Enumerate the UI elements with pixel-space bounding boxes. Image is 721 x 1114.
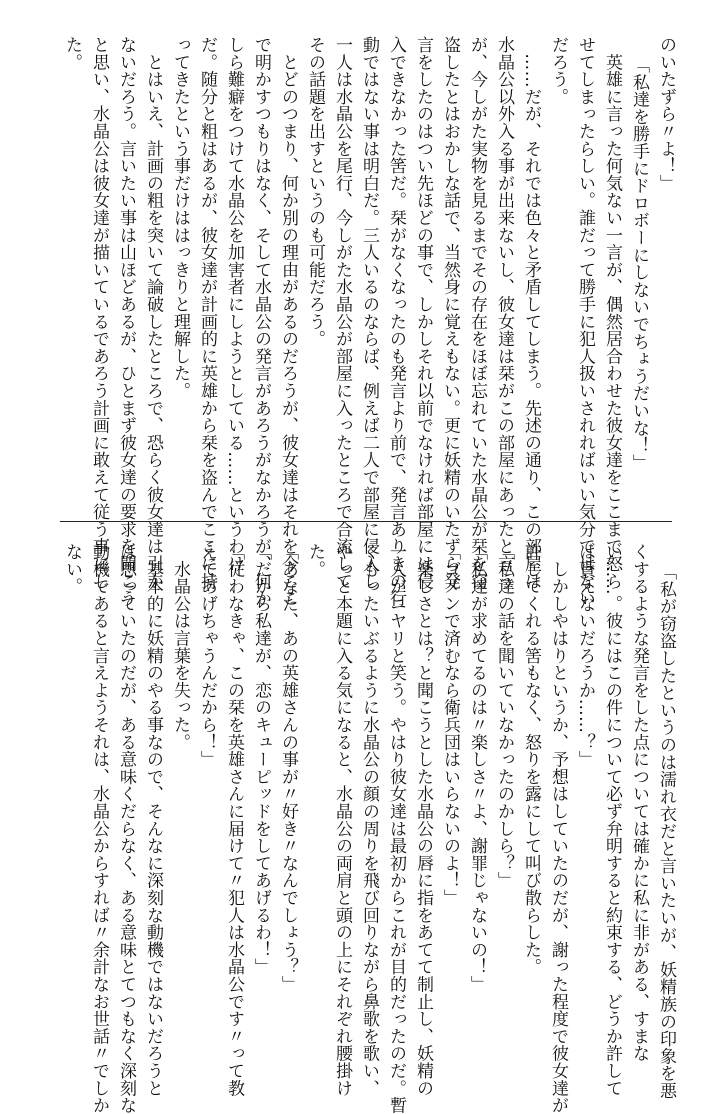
text-column: 言をしたのはつい先ほどの事で、しかしそれ以前でなければ部屋には侵 bbox=[413, 36, 433, 590]
text-column: その話題を出すというのも可能だろう。 bbox=[305, 36, 325, 348]
text-column: 動ではない事は明白だ。三人いるのならば、例えば二人で部屋に侵入し bbox=[359, 36, 379, 590]
text-column: は貰えないだろうか……？」 bbox=[575, 543, 595, 768]
text-column: 「私が窃盗したというのは濡れ衣だと言いたいが、妖精族の印象を悪 bbox=[656, 563, 676, 1100]
top-text-block bbox=[58, 36, 679, 607]
text-column: 水晶公以外入る事が出来ないし、彼女達は栞がこの部屋にあったと言う bbox=[494, 36, 514, 590]
text-column: 英雄に言った何気ない一言が、偶然居合わせた彼女達をここまで怒ら bbox=[602, 36, 622, 590]
text-column: えてあげちゃうんだから！」 bbox=[197, 543, 217, 768]
text-column: 楽しさとは？と聞こうとした水晶公の唇に指をあてて制止し、妖精の bbox=[413, 543, 433, 1097]
text-column: 水晶公は言葉を失った。 bbox=[170, 543, 190, 751]
text-column: 動機であると言えようそれは、水晶公からすれば〃余計なお世話〃でしか bbox=[89, 543, 109, 1114]
text-column: しかしやはりというか、予想はしていたのだが、謝った程度で彼女達が bbox=[548, 543, 568, 1114]
text-column: は思っていたのだが、ある意味くだらなく、ある意味とてつもなく深刻な bbox=[116, 543, 136, 1114]
text-column: ってきたという事だけははっきりと理解した。 bbox=[170, 36, 190, 400]
text-column: やっと本題に入る気になると、水晶公の両肩と頭の上にそれぞれ腰掛け bbox=[332, 543, 352, 1097]
text-column: のいたずら〃よ！」 bbox=[656, 36, 676, 192]
text-column: くもったいぶるように水晶公の顔の周りを飛び回りながら鼻歌を歌い、 bbox=[359, 543, 379, 1097]
bottom-text-block bbox=[58, 543, 679, 1114]
text-column: 「私達を勝手にドロボーにしないでちょうだいな！」 bbox=[629, 56, 649, 472]
text-column: ……だが、それでは色々と矛盾してしまう。先述の通り、この部屋は bbox=[521, 36, 541, 590]
text-column: 一人は水晶公を尾行、今しがた水晶公が部屋に入ったところで合流して bbox=[332, 36, 352, 590]
text-column: だろう。 bbox=[548, 36, 568, 106]
text-column: ないだろう。言いたい事は山ほどあるが、ひとまず彼女達の要求を聞こう bbox=[116, 36, 136, 607]
text-column: と思い、水晶公は彼女達が描いているであろう計画に敢えて従う事にし bbox=[89, 36, 109, 590]
text-column: 基本的に妖精のやる事なので、そんなに深刻な動機ではないだろうと bbox=[143, 543, 163, 1097]
text-column: 入できなかった筈だ。栞がなくなったのも発言より前で、発言ありきの行 bbox=[386, 36, 406, 607]
text-column: だ。随分と粗はあるが、彼女達が計画的に英雄から栞を盗んでここに持 bbox=[197, 36, 217, 590]
text-column: 盗したとはおかしな話で、当然身に覚えもない。更に妖精のいたずら発 bbox=[440, 36, 460, 590]
text-column: ない。 bbox=[62, 543, 82, 595]
text-column: い……。彼にはこの件について必ず弁明すると約束する、どうか許して bbox=[602, 543, 622, 1097]
text-column: た。 bbox=[305, 543, 325, 578]
text-column: 「ゴメンで済むなら衛兵団はいらないのよ！」 bbox=[440, 543, 460, 907]
text-column: しら難癖をつけて水晶公を加害者にしようとしている……というわけ bbox=[224, 36, 244, 573]
text-column: 一人がニヤリと笑う。やはり彼女達は最初からこれが目的だったのだ。暫 bbox=[386, 543, 406, 1114]
text-column: せてしまったらしい。誰だって勝手に犯人扱いされればいい気分ではない bbox=[575, 36, 595, 607]
text-column: 「私達が求めてるのは〃楽しさ〃よ、謝罪じゃないの！」 bbox=[467, 543, 487, 993]
text-column: 「あなた、あの英雄さんの事が〃好き〃なんでしょう？」 bbox=[278, 543, 298, 993]
text-column: 「従わなきゃ、この栞を英雄さんに届けて〃犯人は水晶公です〃って教 bbox=[224, 543, 244, 1097]
text-column: 「私達の話を聞いていなかったのかしら？」 bbox=[494, 543, 514, 889]
text-column: とどのつまり、何か別の理由があるのだろうが、彼女達はそれを今ここ bbox=[278, 36, 298, 607]
text-column: 「だから私達が、恋のキューピッドをしてあげるわ！」 bbox=[251, 543, 271, 976]
text-column: くするような発言をした点については確かに私に非がある、すまな bbox=[629, 543, 649, 1062]
text-column: で明かすつもりはなく、そして水晶公の発言があろうがなかろうが、何か bbox=[251, 36, 271, 607]
text-column: た。 bbox=[62, 36, 82, 71]
section-divider bbox=[60, 521, 672, 522]
text-column: とはいえ、計画の粗を突いて論破したところで、恐らく彼女達は引か bbox=[143, 36, 163, 590]
text-column: 許してくれる筈もなく、怒りを露にして叫び散らした。 bbox=[521, 543, 541, 976]
text-column: が、今しがた実物を見るまでその存在をほぼ忘れていた水晶公が栞を窃 bbox=[467, 36, 487, 590]
